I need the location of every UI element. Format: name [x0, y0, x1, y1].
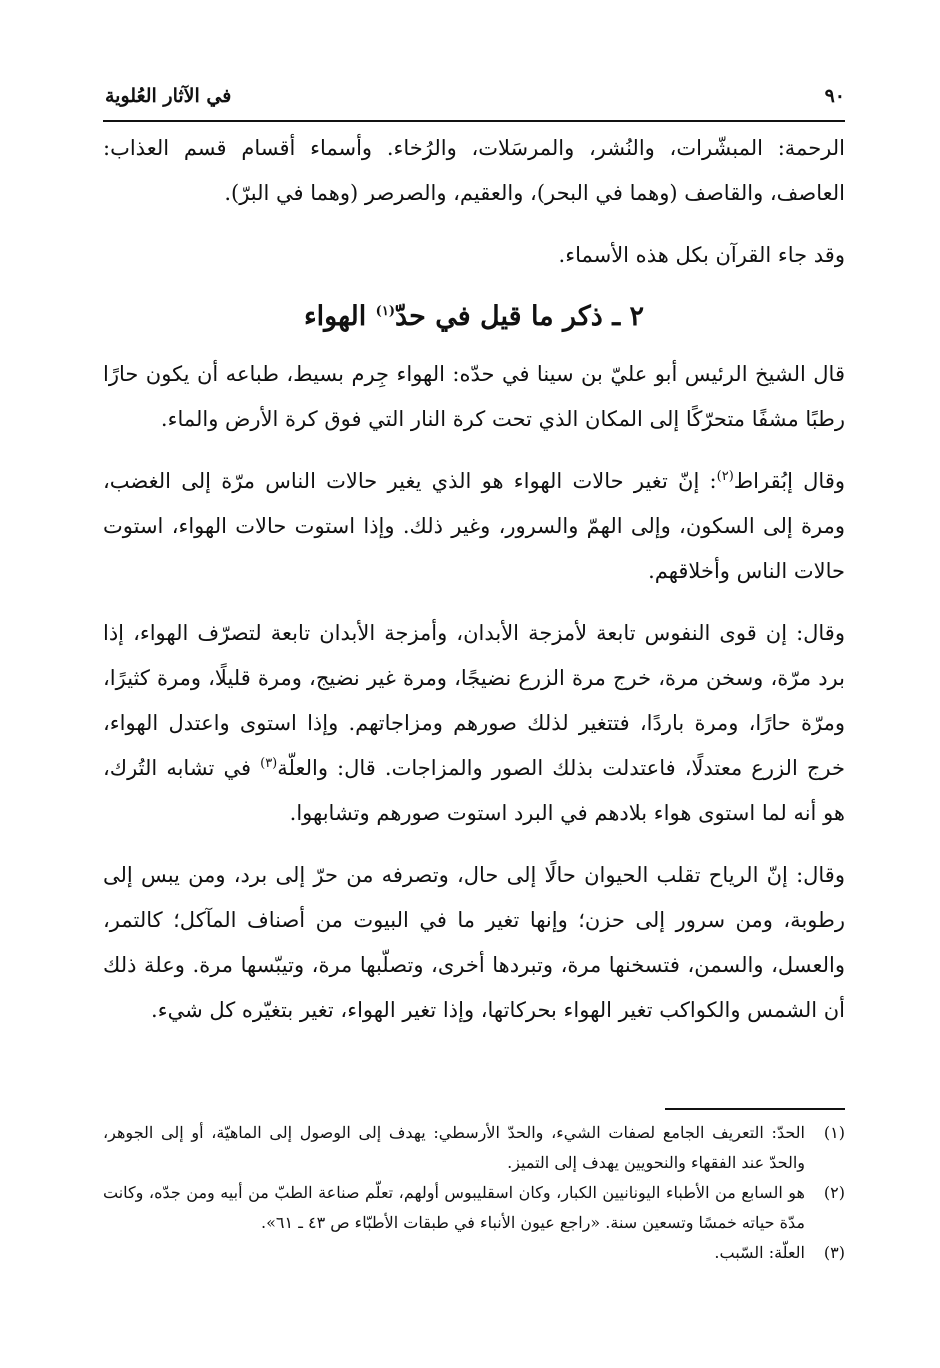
paragraph-6: وقال: إنّ الرياح تقلب الحيوان حالًا إلى حال، وتصرفه من حرّ إلى برد، ومن يبس إلى رطوبة، ومن سرور إلى حزن؛ وإنها تغير ما في البيوت من أصناف المآكل؛ كالتمر، والعسل، والسمن، فتسخنها مرة، وتبردها أخرى، وتصلّبها مرة، وتيبّسها مرة. وعلة ذلك أن الشمس والكواكب تغير الهواء بحركاتها، وإذا تغير الهواء، تغير بتغيّره كل شيء. [103, 863, 845, 1022]
footnote-text: هو السابع من الأطباء اليونانيين الكبار، وكان اسقليبوس أولهم، تعلّم صناعة الطبّ من أبيه ومن جدّه، وكانت مدّة حياته خمسًا وتسعين سنة. «راجع عيون الأنباء في طبقات الأطبّاء ص ٤٣ ـ ٦١». [103, 1183, 805, 1232]
footnotes [103, 1118, 845, 1268]
footnote-number: (١) [823, 1123, 845, 1142]
paragraph-3: قال الشيخ الرئيس أبو عليّ بن سينا في حدّه: الهواء جِرم بسيط، طباعه أن يكون حارًا رطبًا مشفًا متحرّكًا إلى المكان الذي تحت كرة النار التي فوق كرة الأرض والماء. [103, 362, 845, 431]
page-header [105, 78, 845, 114]
footnote-1 [103, 1118, 845, 1178]
heading-text-end: الهواء [303, 301, 376, 332]
main-text [103, 126, 845, 1033]
footnote-text: الحدّ: التعريف الجامع لصفات الشيء، والحدّ الأرسطي: يهدف إلى الوصول إلى الماهيّة، أو إلى الجوهر، والحدّ عند الفقهاء والنحويين يهدف إلى التميز. [103, 1123, 805, 1172]
footnote-number: (٢) [823, 1183, 845, 1202]
footnote-number: (٣) [823, 1243, 845, 1262]
header-rule [103, 120, 845, 122]
paragraph-4-start: وقال إبُقراط [733, 469, 845, 493]
heading-text: ٢ ـ ذكر ما قيل في حدّ [394, 301, 645, 332]
page-number: ٩٠ [824, 85, 845, 107]
footnote-ref-1[interactable]: (١) [375, 304, 395, 319]
footnote-ref-3[interactable]: (٣) [260, 756, 278, 771]
paragraph-1: الرحمة: المبشّرات، والنُشر، والمرسَلات، والرُخاء. وأسماء أقسام قسم العذاب: العاصف، والقاصف (وهما في البحر)، والعقيم، والصرصر (وهما في البرّ). [103, 136, 845, 205]
paragraph-2: وقد جاء القرآن بكل هذه الأسماء. [558, 243, 845, 267]
footnote-text: العلّة: السّبب. [714, 1243, 805, 1262]
paragraph-5-start: وقال: إن قوى النفوس تابعة لأمزجة الأبدان، وأمزجة الأبدان تابعة لتصرّف الهواء، إذا برد مرّة، وسخن مرة، خرج مرة الزرع نضيجًا، ومرة غير نضيج، ومرة قليلًا، ومرة كثيرًا، ومرّة حارًا، ومرة باردًا، فتتغير لذلك صورهم ومزاجاتهم. وإذا استوى واعتدل الهواء، خرج الزرع معتدلًا، فاعتدلت بذلك الصور والمزاجات. قال: والعلّة [103, 621, 845, 780]
footnote-rule [665, 1108, 845, 1110]
footnote-2 [103, 1178, 845, 1238]
paragraph-4 [103, 459, 845, 594]
paragraph-5-end: في تشابه التُرك، هو أنه لما استوى هواء بلادهم في البرد استوت صورهم وتشابهوا. [103, 756, 845, 825]
footnote-ref-2[interactable]: (٢) [716, 469, 734, 484]
running-title: في الآثار العُلوية [105, 85, 232, 107]
section-heading [103, 292, 845, 342]
footnote-3 [103, 1238, 845, 1268]
paragraph-5 [103, 611, 845, 836]
paragraph-4-end: : إنّ تغير حالات الهواء هو الذي يغير حالات الناس مرّة إلى الغضب، ومرة إلى السكون، وإلى الهمّ والسرور، وغير ذلك. وإذا استوت حالات الهواء، استوت حالات الناس وأخلاقهم. [103, 469, 845, 583]
